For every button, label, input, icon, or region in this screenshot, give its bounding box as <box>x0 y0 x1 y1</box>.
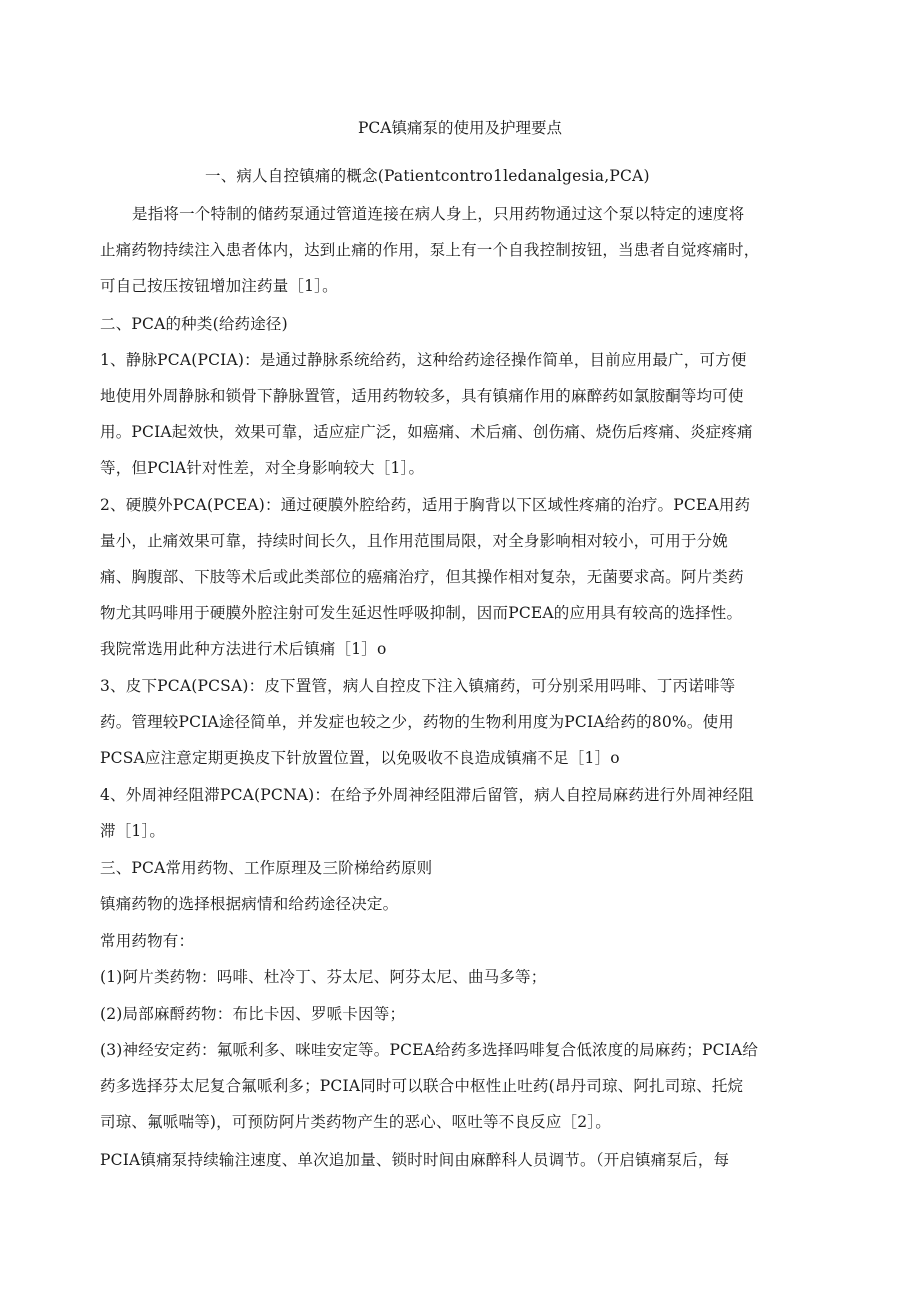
paragraph-line: 止痛药物持续注入患者体内，达到止痛的作用，泵上有一个自我控制按钮，当患者自觉疼痛时， <box>100 241 760 259</box>
paragraph-line: 物尤其吗啡用于硬膜外腔注射可发生延迟性呼吸抑制，因而PCEA的应用具有较高的选择性。 <box>100 604 743 622</box>
paragraph-line: PCIA镇痛泵持续输注速度、单次追加量、锁时时间由麻醉科人员调节。（开启镇痛泵后，每 <box>100 1151 730 1169</box>
section-heading-1: 一、病人自控镇痛的概念(Patientcontro1ledanalgesia,PCA) <box>205 167 650 185</box>
paragraph-line: 用。PCIA起效快，效果可靠，适应症广泛，如癌痛、术后痛、创伤痛、烧伤后疼痛、炎症疼痛 <box>100 423 753 441</box>
paragraph-line: 我院常选用此种方法进行术后镇痛［1］o <box>100 640 387 658</box>
list-item: (1)阿片类药物：吗啡、杜冷丁、芬太尼、阿芬太尼、曲马多等； <box>100 968 547 986</box>
list-item: (3)神经安定药：氟哌利多、咪哇安定等。PCEA给药多选择吗啡复合低浓度的局麻药；PCIA给 <box>100 1041 759 1059</box>
section-heading-2: 二、PCA的种类(给药途径) <box>100 315 288 333</box>
paragraph-line: 镇痛药物的选择根据病情和给药途径决定。 <box>100 895 399 913</box>
document-title: PCA镇痛泵的使用及护理要点 <box>358 119 562 137</box>
list-item: (2)局部麻酹药物：布比卡因、罗哌卡因等； <box>100 1005 406 1023</box>
paragraph-line: 滞［1］。 <box>100 822 166 840</box>
paragraph-line: 药。管理较PCIA途径简单，并发症也较之少，药物的生物利用度为PCIA给药的80%。使用 <box>100 713 734 731</box>
paragraph-line: 司琼、氟哌喘等)，可预防阿片类药物产生的恶心、呕吐等不良反应［2］。 <box>100 1113 611 1131</box>
paragraph-line: 常用药物有： <box>100 932 195 950</box>
paragraph-line: 2、硬膜外PCA(PCEA)：通过硬膜外腔给药，适用于胸背以下区域性疼痛的治疗。PCEA用药 <box>100 496 751 514</box>
paragraph-line: 地使用外周静脉和锁骨下静脉置管，适用药物较多，具有镇痛作用的麻醉药如氯胺酮等均可使 <box>100 387 744 405</box>
paragraph-line: PCSA应注意定期更换皮下针放置位置，以免吸收不良造成镇痛不足［1］o <box>100 749 620 767</box>
paragraph-line: 1、静脉PCA(PCIA)：是通过静脉系统给药，这种给药途径操作简单，目前应用最广，可方便 <box>100 351 747 369</box>
paragraph-line: 3、皮下PCA(PCSA)：皮下置管，病人自控皮下注入镇痛药，可分别采用吗啡、丁丙诺啡等 <box>100 677 736 695</box>
paragraph-line: 4、外周神经阻滞PCA(PCNA)：在给予外周神经阻滞后留管，病人自控局麻药进行外周神经阻 <box>100 786 754 804</box>
section-heading-3: 三、PCA常用药物、工作原理及三阶梯给药原则 <box>100 859 433 877</box>
paragraph-line: 量小，止痛效果可靠，持续时间长久，且作用范围局限，对全身影响相对较小，可用于分娩 <box>100 532 729 550</box>
paragraph-line: 痛、胸腹部、下肢等术后或此类部位的癌痛治疗，但其操作相对复杂，无菌要求高。阿片类药 <box>100 568 744 586</box>
paragraph-line: 可自己按压按钮增加注药量［1］。 <box>100 277 338 295</box>
paragraph-line: 药多选择芬太尼复合氟哌利多；PCIA同时可以联合中枢性止吐药(昂丹司琼、阿扎司琼、托烷 <box>100 1077 744 1095</box>
paragraph-line: 是指将一个特制的储药泵通过管道连接在病人身上，只用药物通过这个泵以特定的速度将 <box>132 205 745 223</box>
paragraph-line: 等，但PClA针对性差，对全身影响较大［1］。 <box>100 459 425 477</box>
